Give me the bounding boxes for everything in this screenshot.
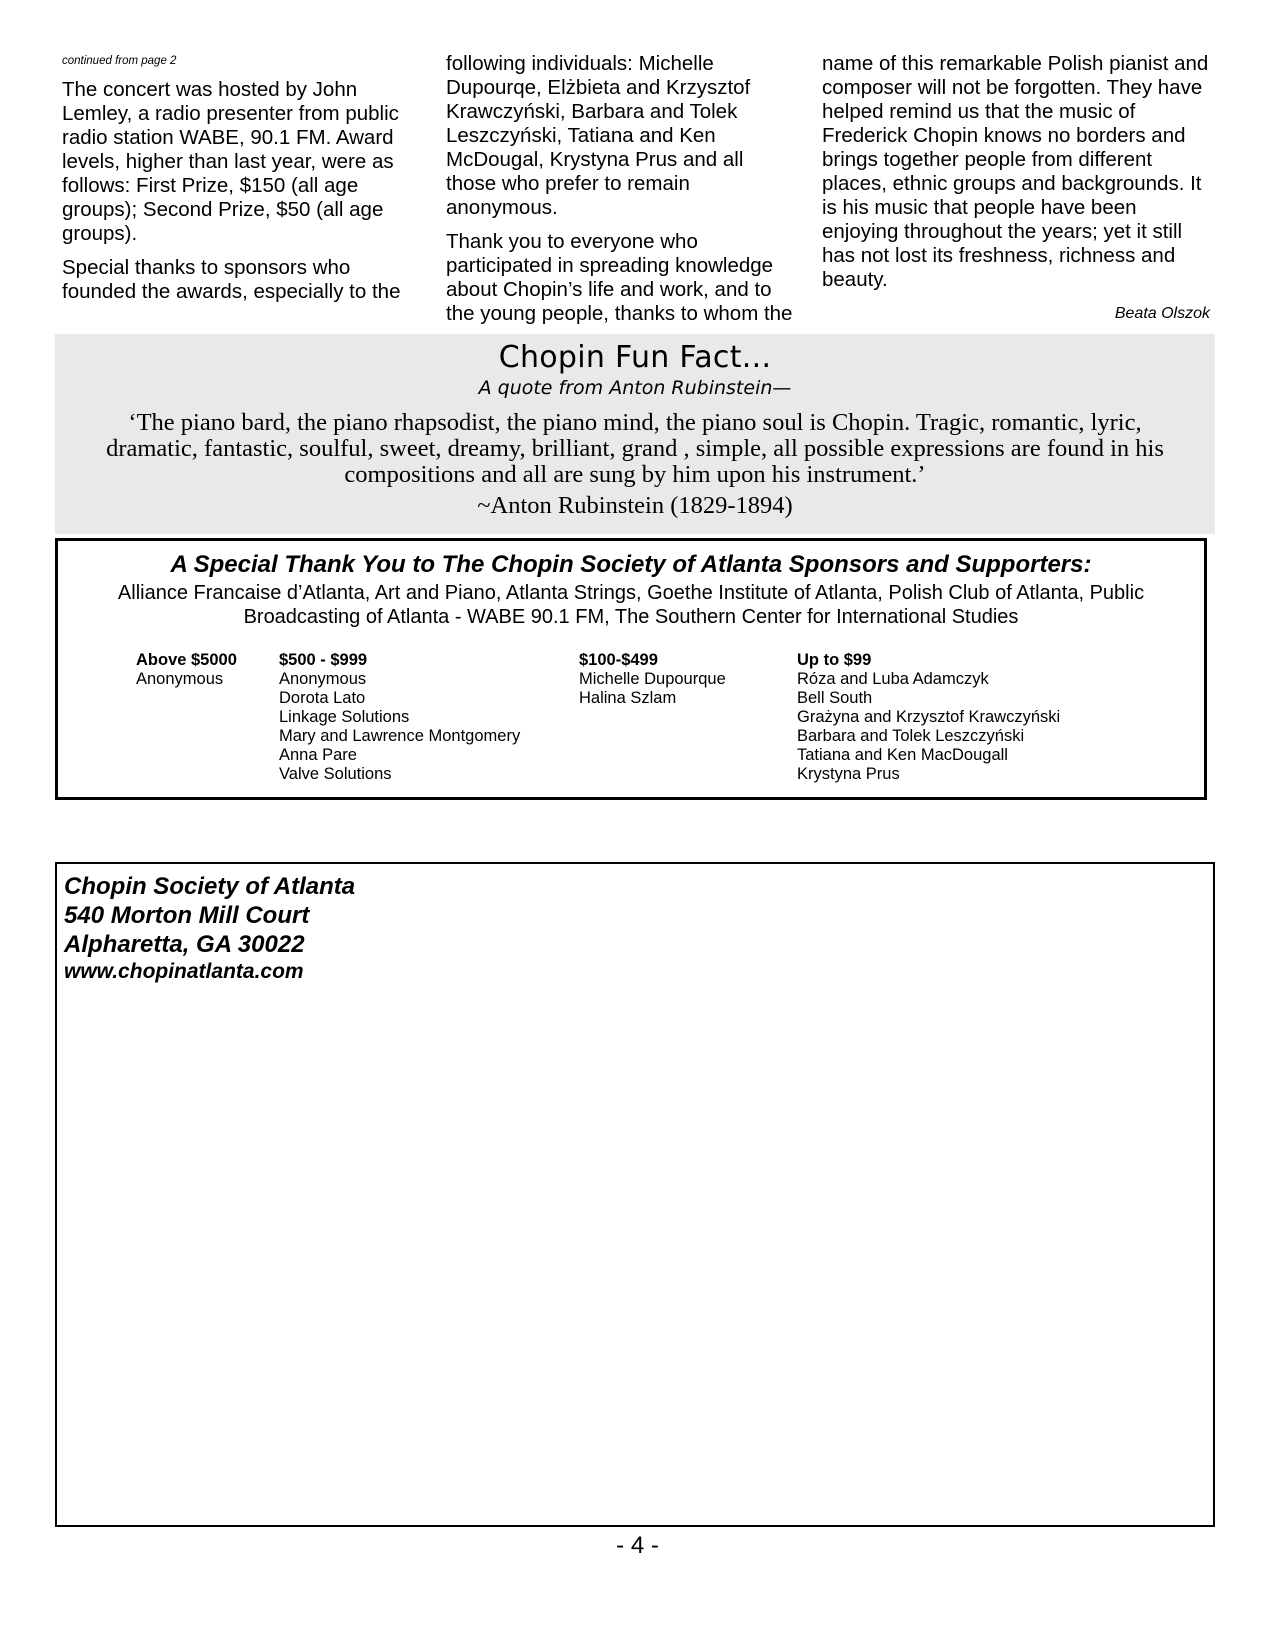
tier-heading: Up to $99 xyxy=(797,651,872,669)
tier-100-499 xyxy=(579,651,726,708)
article-column-1 xyxy=(62,52,412,314)
mailing-address-box xyxy=(55,862,1215,1527)
sponsor-name: Michelle Dupourque xyxy=(579,670,726,688)
sponsor-name: Valve Solutions xyxy=(279,765,392,783)
tier-heading: $500 - $999 xyxy=(279,651,368,669)
sponsor-name: Tatiana and Ken MacDougall xyxy=(797,746,1008,764)
sponsors-title: A Special Thank You to The Chopin Society of Atlanta Sponsors and Supporters: xyxy=(170,551,1092,578)
city-state-zip: Alpharetta, GA 30022 xyxy=(64,931,305,958)
tier-500-999 xyxy=(279,651,520,784)
article-paragraph: Special thanks to sponsors who founded the awards, especially to the xyxy=(62,256,401,303)
fun-fact-quote: ‘The piano bard, the piano rhapsodist, the piano mind, the piano soul is Chopin. Tragic, romantic, lyric, dramatic, fantastic, soulful, sweet, dreamy, brilliant, grand , simple, all possible expressions are found in his compositions and all are sung by him upon his instrument.’ xyxy=(106,409,1164,488)
sponsor-name: Róza and Luba Adamczyk xyxy=(797,670,989,688)
fun-fact-box xyxy=(55,334,1215,534)
sponsor-name: Anonymous xyxy=(136,670,224,688)
fun-fact-attribution: ~Anton Rubinstein (1829-1894) xyxy=(477,492,793,519)
article-column-2 xyxy=(446,52,798,336)
article-paragraph: following individuals: Michelle Dupourqe, Elżbieta and Krzysztof Krawczyński, Barbara and Tolek Leszczyński, Tatiana and Ken McDougal, Krystyna Prus and all those who prefer to remain anonymous. xyxy=(446,52,751,219)
fun-fact-subtitle: A quote from Anton Rubinstein— xyxy=(478,377,792,399)
sponsor-name: Mary and Lawrence Montgomery xyxy=(279,727,521,745)
tier-heading: Above $5000 xyxy=(136,651,237,669)
sponsor-name: Halina Szlam xyxy=(579,689,677,707)
street-address: 540 Morton Mill Court xyxy=(64,902,310,929)
sponsor-name: Dorota Lato xyxy=(279,689,366,707)
sponsor-name: Anonymous xyxy=(279,670,367,688)
tier-up-to-99 xyxy=(797,651,1060,784)
organization-name: Chopin Society of Atlanta xyxy=(64,873,356,900)
sponsor-name: Linkage Solutions xyxy=(279,708,410,726)
sponsor-name: Anna Pare xyxy=(279,746,357,764)
sponsors-box xyxy=(55,538,1207,800)
sponsor-name: Grażyna and Krzysztof Krawczyński xyxy=(797,708,1061,726)
tier-heading: $100-$499 xyxy=(579,651,658,669)
return-address xyxy=(64,872,355,985)
article-paragraph: name of this remarkable Polish pianist and composer will not be forgotten. They have helped remind us that the music of Frederick Chopin knows no borders and brings together people from different places, ethnic groups and backgrounds. It is his music that people have been enjoying throughout the years; yet it still has not lost its freshness, richness and beauty. xyxy=(822,52,1209,291)
continued-note: continued from page 2 xyxy=(62,55,177,67)
tier-above-5000 xyxy=(136,651,237,689)
fun-fact-title: Chopin Fun Fact... xyxy=(498,340,772,375)
article-paragraph: The concert was hosted by John Lemley, a radio presenter from public radio station WABE, 90.1 FM. Award levels, higher than last year, were as follows: First Prize, $150 (all age groups); Second Prize, $50 (all age groups). xyxy=(62,78,399,245)
sponsor-organizations: Alliance Francaise d’Atlanta, Art and Piano, Atlanta Strings, Goethe Institute of Atlanta, Polish Club of Atlanta, Public Broadcasting of Atlanta - WABE 90.1 FM, The Southern Center for International Studies xyxy=(117,582,1145,628)
article-paragraph: Thank you to everyone who participated in spreading knowledge about Chopin’s life and work, and to the young people, thanks to whom the xyxy=(446,230,793,325)
sponsor-name: Barbara and Tolek Leszczyński xyxy=(797,727,1025,745)
article-author: Beata Olszok xyxy=(1114,305,1210,322)
article-column-3 xyxy=(822,52,1212,326)
page-number: - 4 - xyxy=(616,1532,659,1559)
sponsor-name: Krystyna Prus xyxy=(797,765,900,783)
website-link[interactable]: www.chopinatlanta.com xyxy=(64,960,304,983)
sponsor-name: Bell South xyxy=(797,689,873,707)
